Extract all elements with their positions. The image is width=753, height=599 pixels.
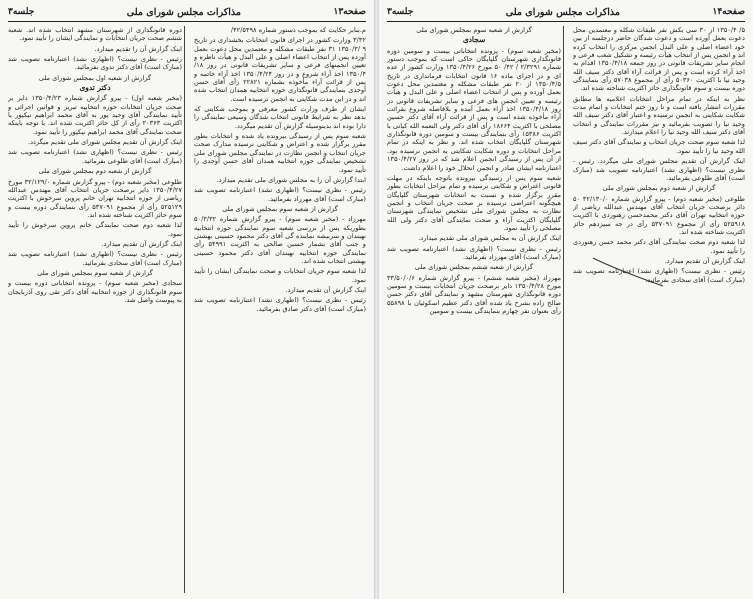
section-heading: گزارش از شعبه سوم بمجلس شورای ملی: [37, 268, 153, 277]
paragraph: رئیس - نظری نیست؟ (اظهاری نشد) اعتبارنامه تصویب شد (مبارک است) آقای سجادی بفرمائید.: [8, 250, 182, 267]
paragraph: مهرزاد - (مخبر شعبه سوم) - پیرو گزارش شماره ۵۰/۳/۳۲ بطوریکه پس از بررسی شعبه سوم نمایندگی حوزه انتخابیه نهبندان و سربیشه نماینده گی آقای دکتر محمود حسینی بهشتی و جنب آقای بشمار حسین صالحی به اکثریت ۵۴۹۹۱ رأی نمایندگی حوزه انتخابیه نهبندان آقای دکتر محمود حسینی بهشتی انتخاب شده اند.: [194, 215, 366, 265]
paragraph: اینک گزارش آن تقدیم میدارد.: [101, 239, 182, 248]
paragraph: اینک گزارش آن تقدیم میدارد.: [285, 285, 366, 294]
right-header-rule: [387, 21, 745, 22]
paragraph: لذا شعبه دوم صحت نمایندگی آقای دکتر محمد حسن رهنوردی را تأیید نمود.: [573, 238, 745, 255]
paragraph: رئیس - نظری نیست؟ (اظهاری نشد) اعتبارنامه تصویب شد (مبارک است) آقای دکتر تدوی بفرمائید.: [8, 55, 182, 72]
right-page-header: [387, 4, 745, 20]
paragraph: اینک گزارش آن تقدیم مجلس شورای ملی تقدیم میگردد.: [27, 138, 182, 147]
right-page-title: مذاکرات مجلس شورای ملی: [505, 6, 620, 18]
paragraph: ۳/۳۲ وزارت کشور در اجرای قانون انتخابات بخشداری در تاریخ ۹ /۱۳۵۰/۳ ۳۱ نفر طبقات مشکله و معتمدین محل دعوت بعمل آورده پس از انتخاب اعضاء اصلی و علی البدل و هیأت ناظره و تعیین انجمنهای فرعی و سایر تشریفات قانونی در روز ۱۸/ ۱۳۵۰/۴ اخذ آراء شروع و در روز ۱۳۵۰/۴/۲۴ اخذ آراء خاتمه و پس از قرائت آراء مأخوذه بشماره ۲۲۸۲۱ رأی آقای حسن آوجدی بنمایندگی قانونگذاری حوزه انتخابیه همدان انتخاب شده اند و در این مدت شکایتی به انجمن نرسیده است.: [194, 36, 366, 103]
paragraph: رئیس - نظری نیست؟ (اظهاری نشد) اعتبارنامه تصویب شد (مبارک است) آقای مهرزاد بفرمائید.: [194, 186, 366, 203]
paragraph: (مخبر شعبه اول) - پیرو گزارش شماره ۱۳۵۰/۴/۲۳ دایر بر صحت جریان انتخابات حوزه انتخابیه تبریز و قوانین اجرائی و تأیید نمایندگی آقای وحید پور به آقای محمد ابراهیم نیکپور با اکثریت ۲۰۳۶۳ رأی از کل حائز اکثریت شده اند. با توجه باینکه صحت نمایندگی آقای محمد ابراهیم نیکپور را تأیید نمود.: [8, 94, 182, 136]
paragraph: رئیس - نظری نیست؟ (اظهاری نشد) اعتبارنامه تصویب شد (مبارک است) آقای مهرزاد بفرمائید.: [387, 244, 561, 261]
left-column-divider: [184, 26, 185, 593]
section-heading: گزارش از شعبه دوم بمجلس شورای ملی: [38, 167, 152, 176]
paragraph: ۵/ ۱۳۵۰/۴ از ۳۰ سی یکش نفر طبقات شکله و معتمدین محل دعوت بعمل آورده است و دعوت شدگان حاضر درجلسه از بین خود اعضاء اصلی و علی البدل انجمن مرکزی را انتخاب کرده اند و انجمن پس از انتخاب هیأت رئیسه و تشکیل شعب فرعی و انجام سایر تشریفات قانونی در روز جمعه ۱۳۵۰/۴/۱۸ اقدام به اخذ آراء کرده است و پس از قرائت آراء آقای دکتر سیف الله وحید نیا با اکثریت ۵۰۳۶۰ رأی از مجموع ۵۷۰۳۸ رأی بنمایندگی دوره بیست و سوم قانونگذاری حائز اکثریت شناخته شده اند.: [573, 26, 745, 93]
paragraph: رئیس - نظری نیست؟ (اظهاری نشد) اعتبارنامه تصویب شد (مبارک است) آقای طلوعی بفرمائید.: [8, 148, 182, 165]
paragraph: رئیس - نظری نیست؟ (اظهاری نشد) اعتبارنامه تصویب شد (مبارک است) آقای دکتر صادق بفرمائید.: [194, 296, 366, 313]
left-header-rule: [8, 21, 366, 22]
left-page: [0, 0, 374, 599]
paragraph: رئیس - نظری نیست؟ (اظهاری نشد) اعتبارنامه تصویب شد (مبارک است) آقای سجادی بفرمائید.: [573, 267, 745, 284]
paragraph: دوره قانونگذاری از شهرستان مشهد انتخاب شده اند. شعبه ششم صحت جریان انتخابات و نمایندگی ایشان را تأیید نمود.: [8, 26, 182, 43]
paragraph: طلوعی (مخبر شعبه دوم) - پیرو گزارش شماره ۳۲/۱۳۰/۰ ۵۰ دائر برصحت جریان انتخاب آقای مهندس عبدالله ریاضی از حوزه انتخابیه تهران آقای دکتر محمدحسن رهنوردی با اکثریت ۵۲۵۹۱۸ رأی از مجموع ۵۳۷۰۹۱ رأی در جه سیزدهم حائز اکثریت شناخته شده اند.: [573, 194, 745, 236]
paragraph: لذا شعبه سوم جریان انتخابات و صحت نمایندگی ایشان را تأیید نمود.: [194, 267, 366, 284]
paragraph: ابتدا گزارش آن را به مجلس شورای ملی تقدیم میدارد.: [216, 175, 366, 184]
paragraph: شعبه سوم پس از رسیدگی بپرونده باتوجه باینکه در مهلت قانونی اعتراض و شکایتی نرسیده و تمام مراحل انتخابات بطور مقرر برگزار شده و نسبت به انتخابات شهرستان گلپایگان هیچگونه اعتراضی نرسیده بر صحت جریان انتخاب و انجمن نظارت به مجلس شورای ملی تشخیص نمایندگی شهرستان گلپایگان اکثریت آراء و صحت نمایندگی آقای دکتر ولی الله مصلحی را تأیید نمود.: [387, 173, 561, 232]
section-heading: گزارش از شعبه دوم بمجلس شورای ملی: [602, 184, 716, 193]
right-page-session: جلسه۳: [387, 7, 414, 17]
paragraph: (مخبر شعبه سوم) - پرونده انتخاباتی بیست و سومین دوره قانونگذاری شهرستان گلپایگان حاکی است که بموجب دستور شماره ۲/۳۲۹۱ / ۴۲/ ۵۰ مورخ ۱۳۵۰/۴/۲۶ وزارت کشور از عده ای و در اجرای ماده ۱۶ قانون انتخابات فرمانداری در تاریخ ۱۳۵۰/۴/۵ از ۲۰ نفر طبقات مشکله و معتمدین محل دعوت بعمل آورده و پس از انتخاب اعضاء اصلی و علی البدل و هیأت رئیسه و تعیین انجمن های فرعی و سایر تشریفات قانونی در روز ۱۳۵۰/۴/۱۸ اخذ آراء بعمل آمده و بلافاصله شروع بقرائت آراء مأخوذه شده است و پس از قرائت آراء آقای دکتر حسین مصلحی با اکثریت ۱۸۶۶۴ رأی آقای دکتر ولی النعمه الله کیانی با اکثریت ۱۵۳۸۶ رأی بنمایندگی بیست و سومین دوره قانونگذاری شهرستان گلپایگان انتخاب شده اند. و نظر به اینکه در تمام مراحل انتخابات و دوره شکایت شکایتی به انجمن نرسیده بود. از آن پس از رسیدگی انجمن اعلام شد که در روز ۱۳۵۰/۴/۲۷ اعتبارنامه ایشان صادر و انجمن انحلال خود را اعلام داشت.: [387, 46, 561, 172]
right-page-number: صفحه۱۴: [712, 7, 745, 17]
paragraph: اینک گزارش آن تقدیم مجلس شورای ملی میگردد. رئیس - نظری نیست؟ (اظهاری نشد) اعتبارنامه تصویب شد (مبارک است) آقای طلوعی بفرمائید.: [573, 157, 745, 182]
paragraph: اینک گزارش آن تقدیم میدارد.: [664, 256, 745, 265]
paragraph: طلوعی (مخبر شعبه دوم) - پیرو گزارش شماره ۳۲/۱۲۹/۰ مورخ ۱۳۵۰/۴/۲۷ دایر برصحت جریان انتخاب آقای مهندس عبدالله ریاضی از حوزه انتخابیه تهران خانم پروین سرخوش با اکثریت ۵۲۵۱۲۹ رأی از مجموع ۵۳۷۰۹۱ رأی بنمایندگی دوره بیست و سوم حائز اکثریت شناخته شده اند.: [8, 177, 182, 219]
left-page-title: مذاکرات مجلس شورای ملی: [126, 6, 241, 18]
left-page-session: جلسه۳: [8, 7, 35, 17]
speaker-name: سجادی: [462, 35, 486, 45]
section-heading: گزارش از شعبه ششم بمجلس شورای ملی: [414, 263, 534, 272]
paragraph: سجادی (مخبر شعبه سوم) - پرونده انتخاباتی دوره بیست و سوم قانونگذاری از حوزه انتخابیه آقای دکتر تقی روی آذربایجان به پیوست واصل شد.: [8, 279, 182, 304]
right-page-column-right: [573, 26, 745, 595]
paragraph: شعبه سوم پس از رسیدگی بپرونده یاد شده و انتخابات بطور مقرر برگزار شده و اعتراض و شکایتی نرسیده مدارک صحت جریان انتخاب و انجمن نظارت در نمایندگی مجلس شورای ملی تشخیص نمایندگی حوزه انتخابیه همدان آقای حسن آوجدی را تأیید نمود.: [194, 132, 366, 174]
left-page-column-left: [8, 26, 182, 595]
paragraph: مهرزاد (مخبر شعبه ششم) - پیرو گزارش شماره ۳۳/۵۰/۰/۶ مورخ ۱۳۵۰/۴/۲۸ دایر برصحت جریان انتخابات بیست و سومین دوره قانونگذاری شهرستان مشهد و نمایندگی آقای دکتر حسن صالح زاده بشرح یاد شده آقای دکتر عظیم اسکوئیان با ۵۵۸۹۸ رأی بعنوان نفر چهارم بنمایندگی بیست و سومین: [387, 273, 561, 315]
right-page: [379, 0, 753, 599]
left-page-number: صفحه۱۳: [333, 7, 366, 17]
speaker-name: دکتر تدوی: [79, 83, 111, 93]
paragraph: لذا شعبه سوم صحت جریان انتخاب و نمایندگی آقای دکتر سیف الله وحید نیا را تأیید نمود.: [573, 138, 745, 155]
paragraph: اینک گزارش آن را تقدیم میدارد.: [94, 44, 182, 53]
paragraph: نظر به اینکه در تمام مراحل انتخابات اعلامیه ها مطابق مقررات انتشار یافته است و تا روز ختم انتخابات و اتمام مدت شکایت شکایتی به انجمن نرسیده و اعتبار آقای دکتر سیف الله وحید نیا را تصویب بفرمائید و نیز مقررات نمایندگی و انتخاب آقای دکتر سیف الله وحید نیا را اعلام میدارند.: [573, 94, 745, 137]
paragraph: ایشان از طرف وزارت کشور معرفی و بموجب شکایتی که بدهد نظر به شرایط قانونی انتخاب شدگان وسیعی نمایندگی را دارا بوده اند بدینوسیله گزارش آن تقدیم میگردد.: [194, 105, 366, 130]
section-heading: گزارش از شعبه سوم بمجلس شورای ملی: [416, 26, 532, 34]
left-page-column-right: [194, 26, 366, 595]
right-page-column-left: [387, 26, 561, 595]
section-heading: گزارش از شعبه سوم بمجلس شورای ملی: [222, 204, 338, 213]
paragraph: اینک گزارش آن به مجلس شورای ملی تقدیم میدارد.: [418, 234, 561, 243]
paragraph: لذا شعبه دوم صحت نمایندگی خانم پروین سرخوش را تأیید نمود.: [8, 221, 182, 238]
section-heading: گزارش از شعبه اول بمجلس شورای ملی: [38, 73, 152, 82]
right-column-divider: [563, 26, 564, 593]
paragraph: م.بنابر حکایت که بموجب دستور شماره ۴۲/۵۴۹۸/: [230, 26, 366, 34]
left-page-header: [8, 4, 366, 20]
